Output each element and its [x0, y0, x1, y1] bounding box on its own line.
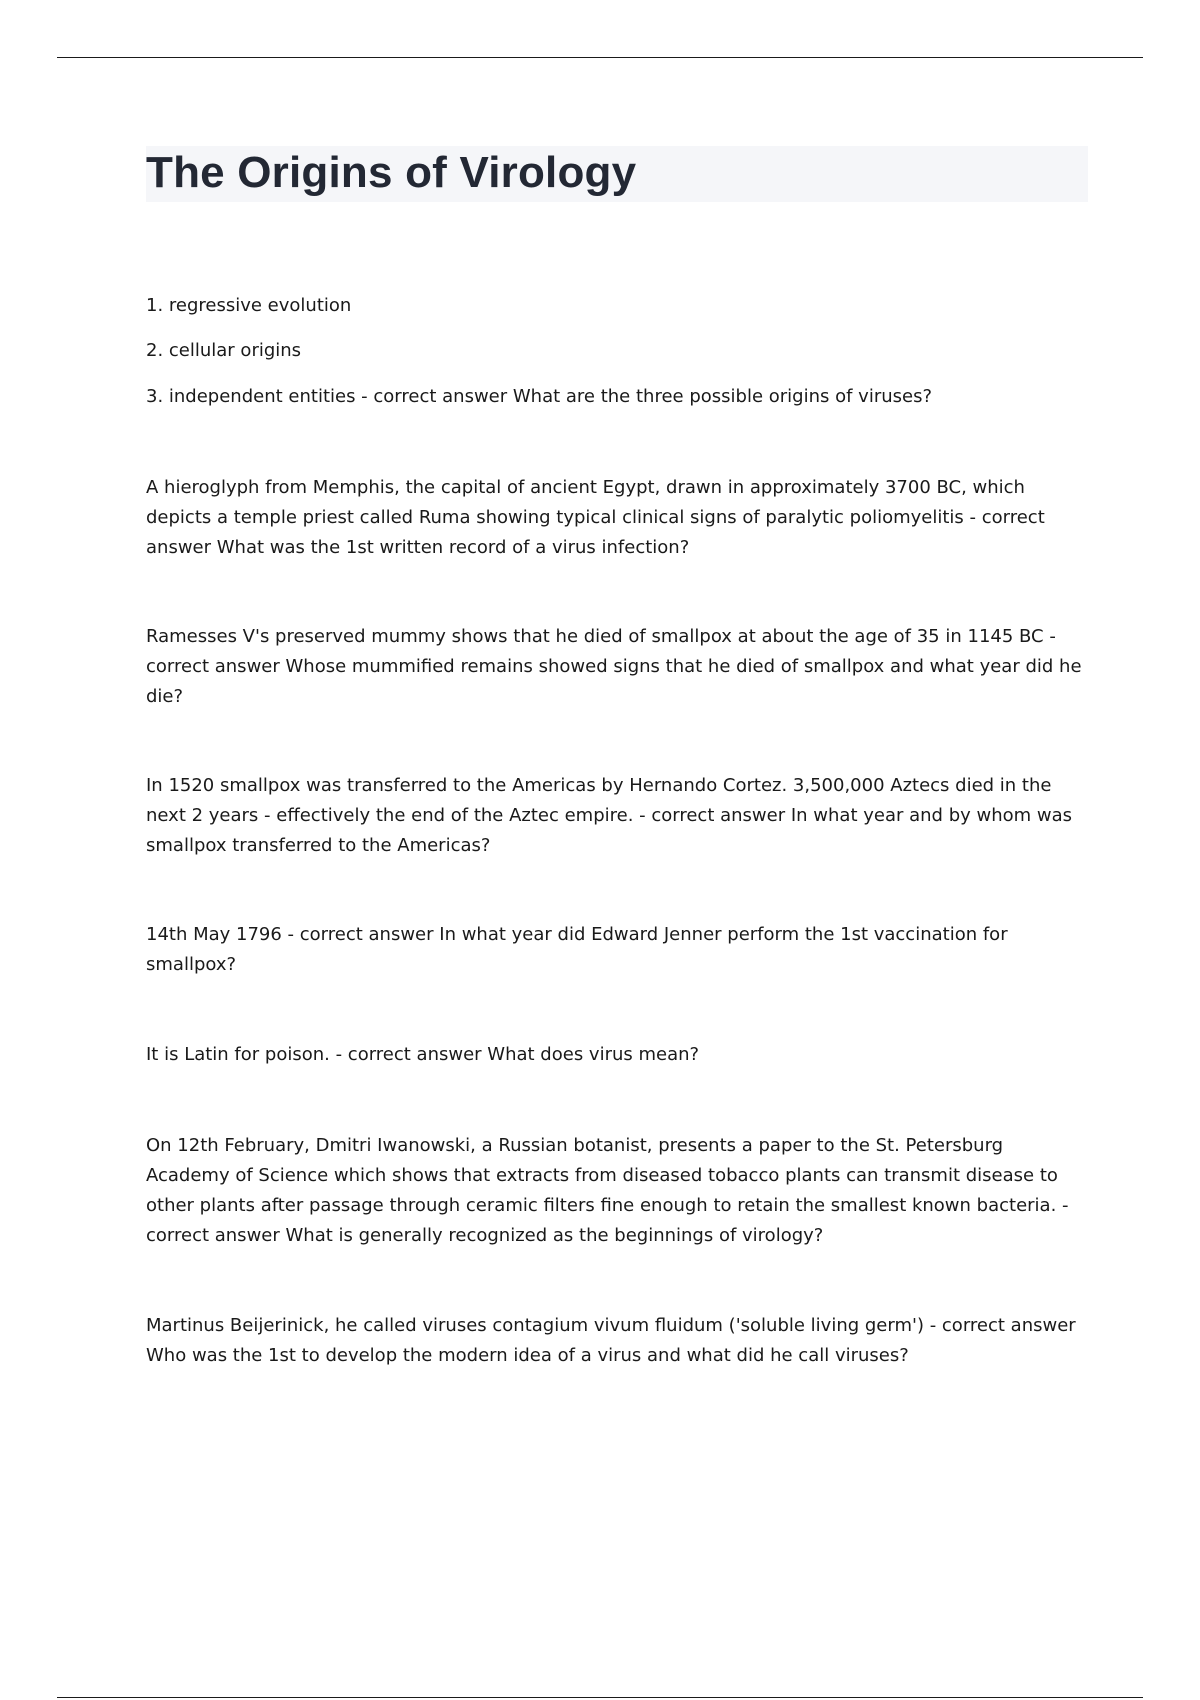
qa-paragraph: On 12th February, Dmitri Iwanowski, a Russian botanist, presents a paper to the St. Petersburg Academy of Science which shows that extracts from diseased tobacco plants can transmit disease to other plants after passage through ceramic filters fine enough to retain the smallest known bacteria. - correct answer What is generally recognized as the beginnings of virology? [146, 1135, 1069, 1246]
list-item: 3. independent entities - correct answer What are the three possible origins of viruses? [146, 386, 933, 407]
qa-paragraph: 14th May 1796 - correct answer In what year did Edward Jenner perform the 1st vaccination for smallpox? [146, 924, 1008, 975]
page-title: The Origins of Virology [146, 148, 637, 197]
qa-paragraph: A hieroglyph from Memphis, the capital of ancient Egypt, drawn in approximately 3700 BC, which depicts a temple priest called Ruma showing typical clinical signs of paralytic poliomyelitis - correct answer What was the 1st written record of a virus infection? [146, 477, 1045, 558]
qa-paragraph: Martinus Beijerinick, he called viruses contagium vivum fluidum ('soluble living germ') - correct answer Who was the 1st to develop the modern idea of a virus and what did he call viruses? [146, 1315, 1076, 1366]
qa-paragraph: Ramesses V's preserved mummy shows that he died of smallpox at about the age of 35 in 1145 BC - correct answer Whose mummified remains showed signs that he died of smallpox and what year did he die? [146, 626, 1082, 707]
bottom-rule [57, 1697, 1143, 1698]
list-item: 1. regressive evolution [146, 295, 352, 316]
qa-paragraph: In 1520 smallpox was transferred to the Americas by Hernando Cortez. 3,500,000 Aztecs died in the next 2 years - effectively the end of the Aztec empire. - correct answer In what year and by whom was smallpox transferred to the Americas? [146, 775, 1073, 856]
top-rule [57, 57, 1143, 58]
qa-paragraph: It is Latin for poison. - correct answer What does virus mean? [146, 1044, 700, 1065]
list-item: 2. cellular origins [146, 340, 302, 361]
